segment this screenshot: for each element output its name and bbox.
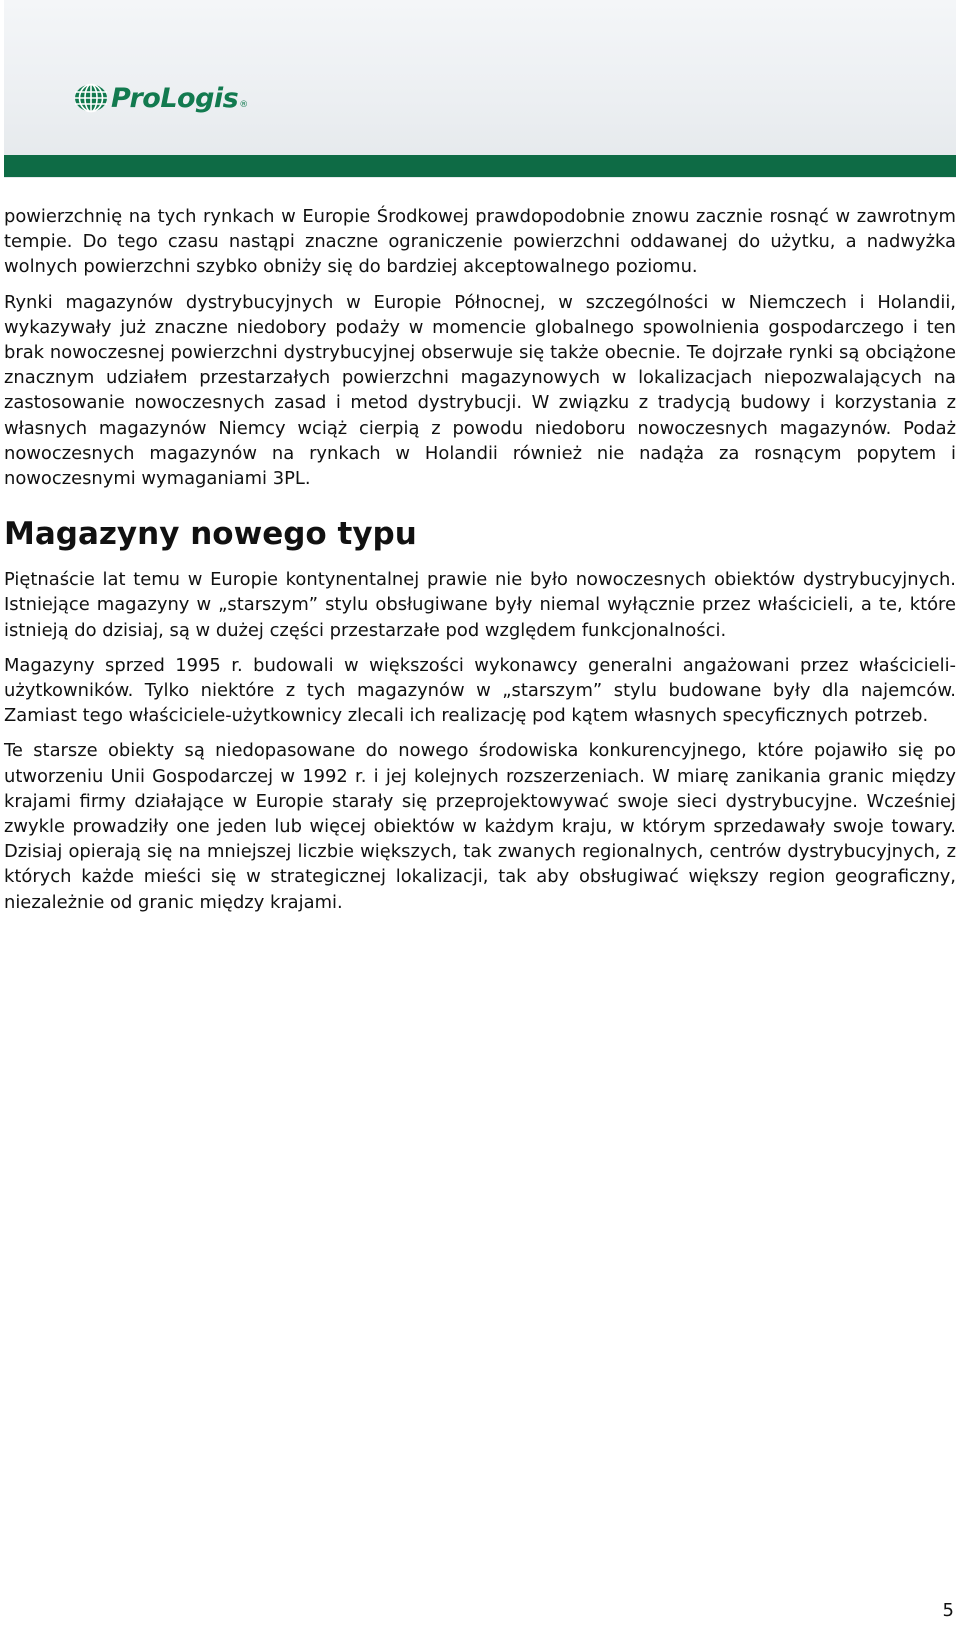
prologis-logo <box>74 80 248 116</box>
header-green-bar <box>4 155 956 177</box>
globe-icon <box>74 83 108 113</box>
section-heading: Magazyny nowego typu <box>4 516 417 553</box>
page-number: 5 <box>942 1600 954 1621</box>
paragraph: powierzchnię na tych rynkach w Europie Środkowej prawdopodobnie znowu zacznie rosnąć w zawrotnym tempie. Do tego czasu nastąpi znaczne ograniczenie powierzchni oddawanej do użytku, a nadwyżka wolnych powierzchni szybko obniży się do bardziej akceptowalnego poziomu. <box>4 206 956 278</box>
paragraph: Magazyny sprzed 1995 r. budowali w większości wykonawcy generalni angażowani przez właścicieli-użytkowników. Tylko niektóre z tych magazynów w „starszym” stylu budowane były dla najemców. Zamiast tego właściciele-użytkownicy zlecali ich realizację pod kątem własnych specyficznych potrzeb. <box>4 654 956 727</box>
paragraph: Piętnaście lat temu w Europie kontynentalnej prawie nie było nowoczesnych obiektów dystrybucyjnych. Istniejące magazyny w „starszym” stylu obsługiwane były niemal wyłącznie przez właścicieli, a te, które istnieją do dzisiaj, są w dużej części przestarzałe pod względem funkcjonalności. <box>4 569 956 641</box>
document-body <box>4 204 956 925</box>
paragraph: Te starsze obiekty są niedopasowane do nowego środowiska konkurencyjnego, które pojawiło się po utworzeniu Unii Gospodarczej w 1992 r. i jej kolejnych rozszerzeniach. W miarę zanikania granic między krajami firmy działające w Europie starały się przeprojektowywać swoje sieci dystrybucyjne. Wcześniej zwykle prowadziły one jeden lub więcej obiektów w każdym kraju, w którym sprzedawały swoje towary. Dzisiaj opierają się na mniejszej liczbie większych, tak zwanych regionalnych, centrów dystrybucyjnych, z których każde mieści się w strategicznej lokalizacji, tak aby obsługiwać większy region geograficzny, niezależnie od granic między krajami. <box>4 740 956 913</box>
logo-text: ProLogis <box>111 82 239 114</box>
logo-registered-mark: ® <box>239 100 249 110</box>
paragraph: Rynki magazynów dystrybucyjnych w Europie Północnej, w szczególności w Niemczech i Holandii, wykazywały już znaczne niedobory podaży w momencie globalnego spowolnienia gospodarczego i ten brak nowoczesnej powierzchni dystrybucyjnej obserwuje się także obecnie. Te dojrzałe rynki są obciążone znacznym udziałem przestarzałych powierzchni magazynowych w lokalizacjach niepozwalających na zastosowanie nowoczesnych zasad i metod dystrybucji. W związku z tradycją budowy i korzystania z własnych magazynów Niemcy wciąż cierpią z powodu niedoboru nowoczesnych magazynów. Podaż nowoczesnych magazynów na rynkach w Holandii również nie nadąża za rosnącym popytem i nowoczesnymi wymaganiami 3PL. <box>4 291 956 490</box>
